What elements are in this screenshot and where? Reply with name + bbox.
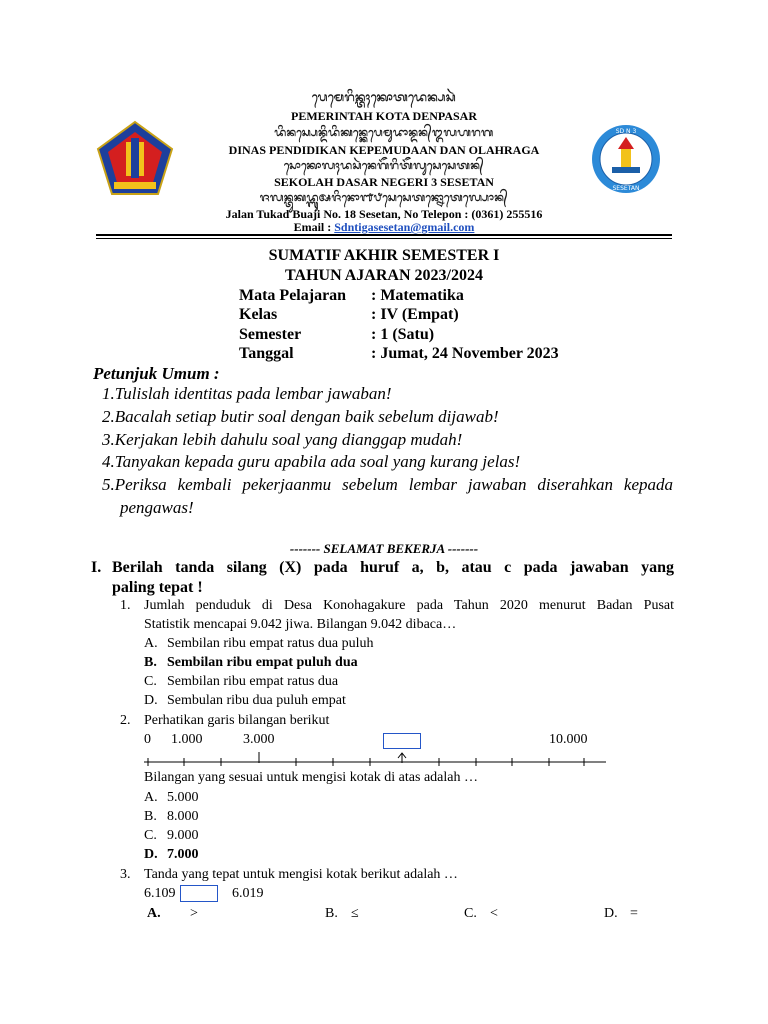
- question-number: 1.: [120, 598, 131, 613]
- instruction-item-continued: pengawas!: [120, 498, 194, 517]
- balinese-script-line: ᬲᭀᬓᭀᬮᬄᬤᬲᬃᬦᬾᬕᭂᬭᬶᬢᭂᬮᬸᬲᬾᬲᬾᬢᬦ᭄: [283, 159, 485, 172]
- number-line-label: 0: [144, 732, 151, 747]
- question-text: Tanda yang tepat untuk mengisi kotak berikut adalah …: [144, 867, 458, 882]
- option-text: 9.000: [167, 828, 199, 843]
- option-key[interactable]: C.: [144, 828, 157, 843]
- meta-value: : 1 (Satu): [371, 326, 435, 343]
- header-divider: [96, 234, 672, 236]
- meta-label: Kelas: [239, 306, 278, 323]
- question-text: Jumlah penduduk di Desa Konohagakure pada Tahun 2020 menurut Badan Pusat: [144, 598, 674, 613]
- department-name: DINAS PENDIDIKAN KEPEMUDAAN DAN OLAHRAGA: [228, 143, 540, 157]
- government-name: PEMERINTAH KOTA DENPASAR: [290, 109, 477, 123]
- option-text: ≤: [351, 906, 359, 921]
- instruction-item: 2.Bacalah setiap butir soal dengan baik sebelum dijawab!: [102, 407, 499, 426]
- logo-right-bottom-text: SESETAN: [612, 185, 640, 192]
- school-email: [0, 220, 768, 235]
- option-key[interactable]: D.: [604, 906, 618, 921]
- section-number: I.: [91, 559, 102, 576]
- instruction-item: 5.Periksa kembali pekerjaanmu sebelum lembar jawaban diserahkan kepada: [102, 475, 673, 494]
- school-name: SEKOLAH DASAR NEGERI 3 SESETAN: [274, 175, 494, 189]
- option-key[interactable]: A.: [144, 636, 158, 651]
- question-text: Perhatikan garis bilangan berikut: [144, 713, 330, 728]
- email-label: Email :: [293, 220, 335, 234]
- question-number: 2.: [120, 713, 131, 728]
- option-key[interactable]: C.: [144, 674, 157, 689]
- exam-year: TAHUN AJARAN 2023/2024: [285, 267, 483, 284]
- option-text: >: [190, 906, 198, 921]
- option-key[interactable]: A.: [144, 790, 158, 805]
- question-number: 3.: [120, 867, 131, 882]
- meta-value: : Matematika: [371, 287, 464, 304]
- option-text: Sembilan ribu empat ratus dua: [167, 674, 339, 689]
- option-text: 7.000: [167, 847, 199, 862]
- option-text: 8.000: [167, 809, 199, 824]
- option-text: 5.000: [167, 790, 199, 805]
- selamat-bekerja: ------- SELAMAT BEKERJA -------: [289, 541, 479, 556]
- option-key[interactable]: B.: [144, 809, 157, 824]
- option-key[interactable]: D.: [144, 693, 158, 708]
- answer-box[interactable]: [383, 733, 421, 749]
- option-key[interactable]: D.: [144, 847, 158, 862]
- comparison-left: 6.109: [144, 886, 176, 901]
- option-text: =: [630, 906, 638, 921]
- option-text: Sembilan ribu empat puluh dua: [167, 655, 358, 670]
- number-line-label: 10.000: [549, 732, 588, 747]
- instruction-item: 1.Tulislah identitas pada lembar jawaban!: [102, 384, 392, 403]
- email-link[interactable]: Sdntigasesetan@gmail.com: [334, 220, 475, 234]
- instruction-item: 4.Tanyakan kepada guru apabila ada soal yang kurang jelas!: [102, 452, 521, 471]
- header-divider: [96, 238, 672, 239]
- meta-value: : Jumat, 24 November 2023: [371, 345, 559, 362]
- meta-label: Semester: [239, 326, 302, 343]
- option-text: <: [490, 906, 498, 921]
- option-text: Sembulan ribu dua puluh empat: [167, 693, 346, 708]
- option-text: Sembilan ribu empat ratus dua puluh: [167, 636, 374, 651]
- meta-label: Mata Pelajaran: [239, 287, 347, 304]
- number-line-label: 1.000: [171, 732, 203, 747]
- question-text: Bilangan yang sesuai untuk mengisi kotak di atas adalah …: [144, 770, 478, 785]
- answer-box[interactable]: [180, 885, 218, 902]
- logo-right-top-text: SD N 3: [615, 128, 637, 135]
- exam-title: SUMATIF AKHIR SEMESTER I: [268, 247, 500, 264]
- question-text-continued: Statistik mencapai 9.042 jiwa. Bilangan 9.042 dibaca…: [144, 617, 457, 632]
- number-line-label: 3.000: [243, 732, 275, 747]
- meta-label: Tanggal: [239, 345, 294, 362]
- balinese-script-line: ᬧᬾᬫᬾᬭᬶᬦ᭄ᬢᬄᬓᭀᬢᬤᬾᬦ᭄ᬧᬲᬃ: [311, 90, 457, 104]
- school-address: Jalan Tukad Buaji No. 18 Sesetan, No Telepon : (0361) 255516: [225, 207, 543, 221]
- option-key[interactable]: A.: [147, 906, 161, 921]
- option-key[interactable]: C.: [464, 906, 477, 921]
- section-instruction-continued: paling tepat !: [112, 579, 203, 596]
- balinese-script-line: ᬚᬮᬦ᭄ᬢᬸᬓᬤ᭄ᬩᬸᬅᬚᬶᬦᭀ᭑᭘ᬲᬾᬲᬾᬢᬦ᭄ᬦᭀᬢᬾᬮ᭄ᬧᭀᬦ᭄: [259, 191, 509, 204]
- instructions-heading: Petunjuk Umum :: [93, 364, 220, 383]
- meta-value: : IV (Empat): [371, 306, 459, 323]
- instruction-item: 3.Kerjakan lebih dahulu soal yang dianggap mudah!: [102, 430, 463, 449]
- balinese-script-line: ᬤᬶᬦᬲ᭄ᬧᬾᬦ᭄ᬤᬶᬤᬶᬓᬦ᭄ᬓᬾᬧᬾᬫᬸᬤᬵᬦ᭄ᬤᬦ᭄ᬑᬮᬳᬭᬕ: [274, 126, 494, 139]
- option-key[interactable]: B.: [144, 655, 157, 670]
- section-instruction: Berilah tanda silang (X) pada huruf a, b, atau c pada jawaban yang: [112, 559, 674, 576]
- option-key[interactable]: B.: [325, 906, 338, 921]
- comparison-right: 6.019: [232, 886, 264, 901]
